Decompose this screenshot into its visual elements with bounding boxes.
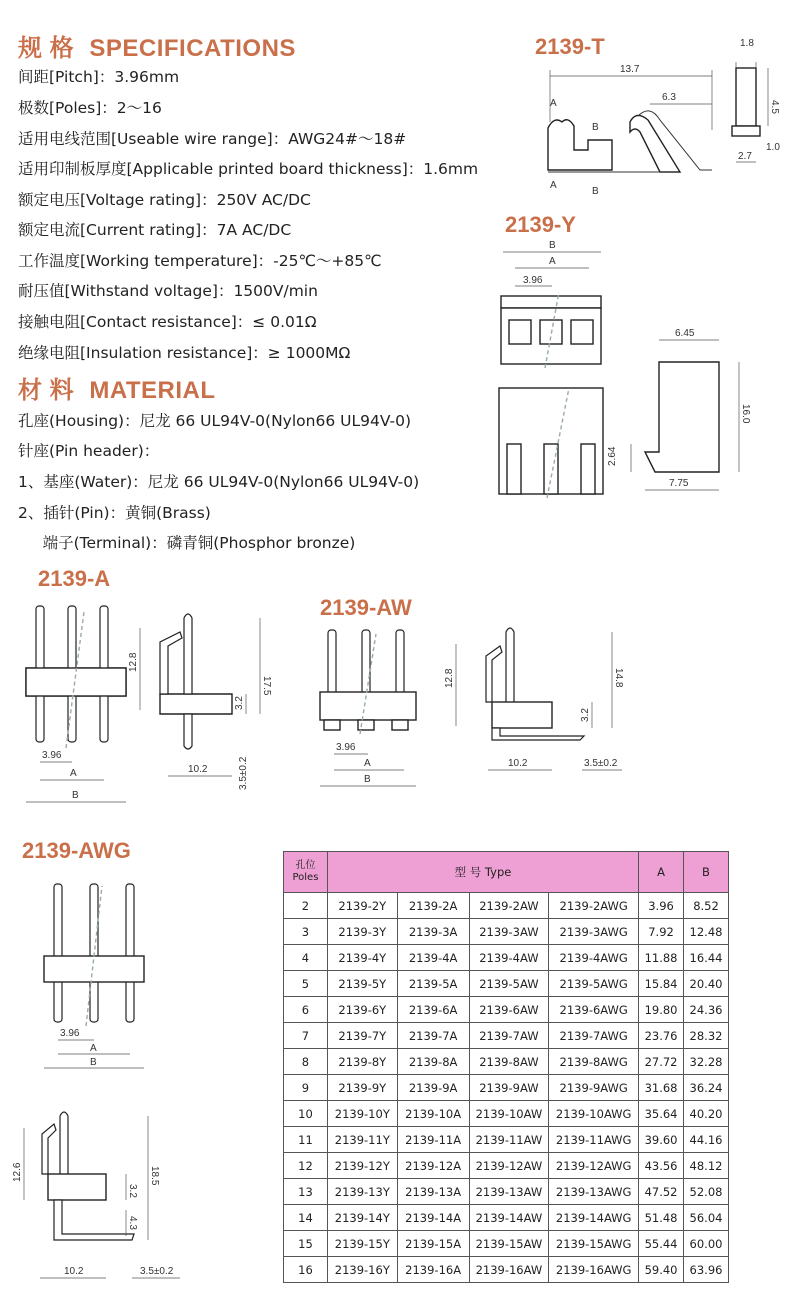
dim-aw-h1: 12.8 bbox=[444, 668, 455, 688]
dim-awg-a: A bbox=[90, 1043, 97, 1054]
dim-aw-width: 10.2 bbox=[508, 758, 528, 769]
dim-awg-h4: 4.3 bbox=[127, 1216, 138, 1230]
cell-poles: 11 bbox=[284, 1127, 328, 1153]
dim-aw-b: B bbox=[364, 774, 371, 785]
cell-dim-b: 63.96 bbox=[684, 1257, 729, 1283]
spec-line: 间距[Pitch]：3.96mm bbox=[18, 68, 180, 86]
model-title-2139-a: 2139-A bbox=[38, 566, 111, 591]
drawing-2139-aw bbox=[316, 622, 636, 792]
cell-a: 2139-13A bbox=[397, 1179, 469, 1205]
material-line: 针座(Pin header)： bbox=[18, 442, 160, 460]
cell-aw: 2139-5AW bbox=[469, 971, 549, 997]
cell-poles: 12 bbox=[284, 1153, 328, 1179]
table-row bbox=[284, 1231, 729, 1257]
model-table bbox=[283, 851, 729, 1283]
header-poles: 孔位 Poles bbox=[284, 852, 328, 893]
cell-a: 2139-7A bbox=[397, 1023, 469, 1049]
cell-a: 2139-6A bbox=[397, 997, 469, 1023]
cell-aw: 2139-3AW bbox=[469, 919, 549, 945]
dim-t-side-height: 4.5 bbox=[769, 100, 780, 114]
cell-y: 2139-6Y bbox=[327, 997, 397, 1023]
dim-awg-tail: 3.5±0.2 bbox=[140, 1266, 174, 1277]
cell-dim-a: 11.88 bbox=[639, 945, 684, 971]
cell-dim-a: 31.68 bbox=[639, 1075, 684, 1101]
cell-poles: 9 bbox=[284, 1075, 328, 1101]
table-header-row bbox=[284, 852, 729, 893]
model-title-2139-aw: 2139-AW bbox=[320, 595, 412, 620]
cell-dim-b: 48.12 bbox=[684, 1153, 729, 1179]
material-line: 孔座(Housing)：尼龙 66 UL94V-0(Nylon66 UL94V-0) bbox=[18, 412, 412, 430]
table-row bbox=[284, 1075, 729, 1101]
header-b: B bbox=[684, 852, 729, 893]
cell-awg: 2139-7AWG bbox=[549, 1023, 639, 1049]
cell-a: 2139-3A bbox=[397, 919, 469, 945]
dim-a-b: B bbox=[72, 790, 79, 801]
cell-dim-b: 12.48 bbox=[684, 919, 729, 945]
model-title-2139-y: 2139-Y bbox=[505, 212, 576, 237]
cell-a: 2139-8A bbox=[397, 1049, 469, 1075]
table-row bbox=[284, 1101, 729, 1127]
cell-dim-a: 35.64 bbox=[639, 1101, 684, 1127]
cell-dim-b: 52.08 bbox=[684, 1179, 729, 1205]
cell-dim-a: 19.80 bbox=[639, 997, 684, 1023]
dim-a-tail: 3.5±0.2 bbox=[238, 756, 249, 790]
cell-poles: 3 bbox=[284, 919, 328, 945]
header-type: 型 号 Type bbox=[327, 852, 638, 893]
cell-aw: 2139-12AW bbox=[469, 1153, 549, 1179]
dim-awg-b: B bbox=[90, 1057, 97, 1068]
cell-y: 2139-7Y bbox=[327, 1023, 397, 1049]
cell-awg: 2139-9AWG bbox=[549, 1075, 639, 1101]
spec-line: 接触电阻[Contact resistance]：≤ 0.01Ω bbox=[18, 313, 317, 331]
cell-awg: 2139-8AWG bbox=[549, 1049, 639, 1075]
cell-aw: 2139-9AW bbox=[469, 1075, 549, 1101]
dim-a-h3: 3.2 bbox=[234, 696, 245, 710]
table-row bbox=[284, 919, 729, 945]
drawing-2139-y bbox=[495, 238, 785, 508]
table-row bbox=[284, 997, 729, 1023]
cell-a: 2139-15A bbox=[397, 1231, 469, 1257]
dim-awg-width: 10.2 bbox=[64, 1266, 84, 1277]
cell-dim-a: 43.56 bbox=[639, 1153, 684, 1179]
cell-aw: 2139-14AW bbox=[469, 1205, 549, 1231]
cell-aw: 2139-10AW bbox=[469, 1101, 549, 1127]
table-body bbox=[284, 893, 729, 1283]
cell-aw: 2139-11AW bbox=[469, 1127, 549, 1153]
cell-y: 2139-14Y bbox=[327, 1205, 397, 1231]
model-title-2139-awg: 2139-AWG bbox=[22, 838, 131, 863]
dim-y-b: B bbox=[549, 240, 556, 251]
dim-a-h2: 17.5 bbox=[261, 676, 272, 696]
cell-dim-b: 16.44 bbox=[684, 945, 729, 971]
dim-y-pitch: 3.96 bbox=[523, 275, 543, 286]
cell-aw: 2139-2AW bbox=[469, 893, 549, 919]
spec-heading-cn: 规 格 bbox=[18, 35, 75, 62]
dim-awg-h2: 18.5 bbox=[149, 1166, 160, 1186]
cell-dim-b: 20.40 bbox=[684, 971, 729, 997]
cell-dim-b: 8.52 bbox=[684, 893, 729, 919]
cell-a: 2139-2A bbox=[397, 893, 469, 919]
table-row bbox=[284, 945, 729, 971]
cell-awg: 2139-11AWG bbox=[549, 1127, 639, 1153]
cell-aw: 2139-13AW bbox=[469, 1179, 549, 1205]
material-line: 1、基座(Water)：尼龙 66 UL94V-0(Nylon66 UL94V-0) bbox=[18, 473, 420, 491]
cell-dim-a: 27.72 bbox=[639, 1049, 684, 1075]
cell-a: 2139-12A bbox=[397, 1153, 469, 1179]
dim-a-h1: 12.8 bbox=[128, 652, 139, 672]
cell-y: 2139-11Y bbox=[327, 1127, 397, 1153]
cell-poles: 14 bbox=[284, 1205, 328, 1231]
dim-a-pitch: 3.96 bbox=[42, 750, 62, 761]
cell-y: 2139-13Y bbox=[327, 1179, 397, 1205]
spec-heading bbox=[18, 28, 296, 63]
table-row bbox=[284, 893, 729, 919]
cell-y: 2139-2Y bbox=[327, 893, 397, 919]
cell-dim-a: 39.60 bbox=[639, 1127, 684, 1153]
material-heading-en: MATERIAL bbox=[89, 377, 216, 404]
cell-dim-b: 60.00 bbox=[684, 1231, 729, 1257]
material-line: 端子(Terminal)：磷青铜(Phosphor bronze) bbox=[18, 534, 356, 552]
spec-line: 耐压值[Withstand voltage]：1500V/min bbox=[18, 282, 318, 300]
cell-y: 2139-4Y bbox=[327, 945, 397, 971]
cell-awg: 2139-3AWG bbox=[549, 919, 639, 945]
dim-aw-h2: 14.8 bbox=[613, 668, 624, 688]
dim-awg-h3: 3.2 bbox=[127, 1184, 138, 1198]
cell-awg: 2139-15AWG bbox=[549, 1231, 639, 1257]
cell-poles: 5 bbox=[284, 971, 328, 997]
cell-awg: 2139-10AWG bbox=[549, 1101, 639, 1127]
dim-t-side-base: 2.7 bbox=[738, 151, 752, 162]
spec-line: 绝缘电阻[Insulation resistance]：≥ 1000MΩ bbox=[18, 344, 351, 362]
label-t-b-bottom: B bbox=[592, 186, 599, 197]
dim-y-a: A bbox=[549, 256, 556, 267]
cell-y: 2139-9Y bbox=[327, 1075, 397, 1101]
spec-line: 额定电压[Voltage rating]：250V AC/DC bbox=[18, 191, 311, 209]
cell-poles: 7 bbox=[284, 1023, 328, 1049]
dim-a-width: 10.2 bbox=[188, 764, 208, 775]
cell-aw: 2139-16AW bbox=[469, 1257, 549, 1283]
cell-aw: 2139-4AW bbox=[469, 945, 549, 971]
dim-aw-tail: 3.5±0.2 bbox=[584, 758, 618, 769]
cell-y: 2139-3Y bbox=[327, 919, 397, 945]
table-row bbox=[284, 1049, 729, 1075]
cell-dim-b: 36.24 bbox=[684, 1075, 729, 1101]
table-row bbox=[284, 1153, 729, 1179]
cell-a: 2139-5A bbox=[397, 971, 469, 997]
dim-aw-pitch: 3.96 bbox=[336, 742, 356, 753]
cell-y: 2139-5Y bbox=[327, 971, 397, 997]
dim-awg-pitch: 3.96 bbox=[60, 1028, 80, 1039]
cell-a: 2139-10A bbox=[397, 1101, 469, 1127]
dim-aw-a: A bbox=[364, 758, 371, 769]
spec-line: 适用印制板厚度[Applicable printed board thickness]：1.6mm bbox=[18, 160, 479, 178]
cell-dim-a: 7.92 bbox=[639, 919, 684, 945]
dim-a-a: A bbox=[70, 768, 77, 779]
cell-dim-b: 24.36 bbox=[684, 997, 729, 1023]
cell-awg: 2139-12AWG bbox=[549, 1153, 639, 1179]
spec-line: 工作温度[Working temperature]：-25℃～+85℃ bbox=[18, 252, 382, 270]
dim-aw-h3: 3.2 bbox=[580, 708, 591, 722]
dim-y-height: 16.0 bbox=[740, 404, 751, 424]
dim-awg-h1: 12.6 bbox=[12, 1162, 23, 1182]
header-a: A bbox=[639, 852, 684, 893]
cell-dim-b: 44.16 bbox=[684, 1127, 729, 1153]
table-row bbox=[284, 1205, 729, 1231]
spec-heading-en: SPECIFICATIONS bbox=[89, 35, 296, 62]
dim-t-width: 6.3 bbox=[662, 92, 676, 103]
cell-a: 2139-11A bbox=[397, 1127, 469, 1153]
dim-t-side-top: 1.8 bbox=[740, 38, 754, 49]
drawing-2139-awg bbox=[12, 866, 280, 1286]
cell-dim-b: 40.20 bbox=[684, 1101, 729, 1127]
dim-t-length: 13.7 bbox=[620, 64, 640, 75]
cell-poles: 6 bbox=[284, 997, 328, 1023]
material-heading bbox=[18, 370, 216, 405]
dim-y-length: 7.75 bbox=[669, 478, 689, 489]
cell-awg: 2139-6AWG bbox=[549, 997, 639, 1023]
cell-a: 2139-9A bbox=[397, 1075, 469, 1101]
cell-aw: 2139-7AW bbox=[469, 1023, 549, 1049]
cell-a: 2139-4A bbox=[397, 945, 469, 971]
cell-y: 2139-8Y bbox=[327, 1049, 397, 1075]
cell-awg: 2139-13AWG bbox=[549, 1179, 639, 1205]
cell-y: 2139-16Y bbox=[327, 1257, 397, 1283]
cell-poles: 15 bbox=[284, 1231, 328, 1257]
material-heading-cn: 材 料 bbox=[18, 377, 75, 404]
cell-dim-a: 59.40 bbox=[639, 1257, 684, 1283]
cell-y: 2139-15Y bbox=[327, 1231, 397, 1257]
cell-dim-a: 55.44 bbox=[639, 1231, 684, 1257]
label-t-b-top: B bbox=[592, 122, 599, 133]
cell-dim-a: 51.48 bbox=[639, 1205, 684, 1231]
dim-y-width: 6.45 bbox=[675, 328, 695, 339]
cell-y: 2139-10Y bbox=[327, 1101, 397, 1127]
cell-a: 2139-16A bbox=[397, 1257, 469, 1283]
cell-poles: 2 bbox=[284, 893, 328, 919]
label-t-a-top: A bbox=[550, 98, 557, 109]
cell-awg: 2139-2AWG bbox=[549, 893, 639, 919]
cell-awg: 2139-5AWG bbox=[549, 971, 639, 997]
cell-poles: 13 bbox=[284, 1179, 328, 1205]
cell-poles: 10 bbox=[284, 1101, 328, 1127]
cell-awg: 2139-4AWG bbox=[549, 945, 639, 971]
cell-dim-a: 47.52 bbox=[639, 1179, 684, 1205]
cell-poles: 16 bbox=[284, 1257, 328, 1283]
label-t-a-bottom: A bbox=[550, 180, 557, 191]
cell-a: 2139-14A bbox=[397, 1205, 469, 1231]
cell-awg: 2139-16AWG bbox=[549, 1257, 639, 1283]
dim-y-step: 2.64 bbox=[607, 446, 618, 466]
table-row bbox=[284, 1257, 729, 1283]
cell-dim-b: 32.28 bbox=[684, 1049, 729, 1075]
table-row bbox=[284, 1127, 729, 1153]
cell-aw: 2139-8AW bbox=[469, 1049, 549, 1075]
cell-dim-a: 23.76 bbox=[639, 1023, 684, 1049]
cell-y: 2139-12Y bbox=[327, 1153, 397, 1179]
dim-t-side-foot: 1.0 bbox=[766, 142, 780, 153]
spec-line: 极数[Poles]：2～16 bbox=[18, 99, 162, 117]
cell-dim-a: 3.96 bbox=[639, 893, 684, 919]
material-line: 2、插针(Pin)：黄铜(Brass) bbox=[18, 504, 211, 522]
cell-aw: 2139-6AW bbox=[469, 997, 549, 1023]
table-row bbox=[284, 1179, 729, 1205]
cell-dim-b: 28.32 bbox=[684, 1023, 729, 1049]
spec-line: 额定电流[Current rating]：7A AC/DC bbox=[18, 221, 292, 239]
spec-line: 适用电线范围[Useable wire range]：AWG24#～18# bbox=[18, 130, 407, 148]
cell-dim-a: 15.84 bbox=[639, 971, 684, 997]
cell-awg: 2139-14AWG bbox=[549, 1205, 639, 1231]
model-title-2139-t: 2139-T bbox=[535, 34, 605, 59]
table-row bbox=[284, 1023, 729, 1049]
drawing-2139-a bbox=[20, 598, 290, 810]
cell-dim-b: 56.04 bbox=[684, 1205, 729, 1231]
cell-poles: 4 bbox=[284, 945, 328, 971]
table-row bbox=[284, 971, 729, 997]
cell-aw: 2139-15AW bbox=[469, 1231, 549, 1257]
cell-poles: 8 bbox=[284, 1049, 328, 1075]
